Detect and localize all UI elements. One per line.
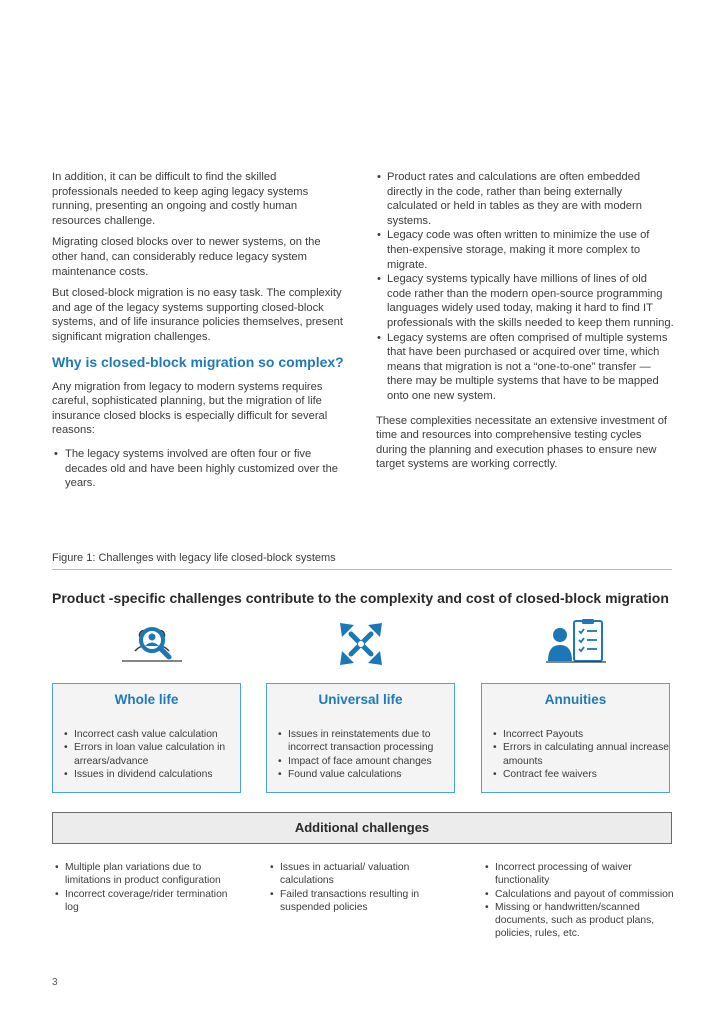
list-item: • Legacy systems are often comprised of multiple systems that have been purchased or acquired over time, which means that migration is not a “one-to-one” transfer — there may be multiple systems that have to be mapped onto one new system. [376, 331, 674, 404]
list-item: • Found value calculations [277, 768, 454, 781]
list-item: • Incorrect Payouts [492, 728, 669, 741]
list-item: • Incorrect cash value calculation [63, 728, 240, 741]
section-heading: Why is closed-block migration so complex? [52, 353, 344, 370]
caption-divider [52, 569, 672, 570]
list-item: • Product rates and calculations are often embedded directly in the code, rather than being externally calculated or held in tables as they are with modern systems. [376, 170, 674, 228]
expand-arrows-icon [338, 621, 384, 667]
list-item: • Issues in reinstatements due to incorrect transaction processing [277, 728, 454, 755]
list-item: • Missing or handwritten/scanned documents, such as product plans, policies, rules, etc. [484, 901, 674, 941]
paragraph: Migrating closed blocks over to newer systems, on the other hand, can considerably reduce legacy system maintenance costs. [52, 236, 321, 278]
figure-caption: Figure 1: Challenges with legacy life closed-block systems [52, 552, 336, 564]
list-item: • Legacy code was often written to minimize the use of then-expensive storage, making it more complex to migrate. [376, 228, 674, 272]
additional-list [54, 861, 244, 914]
list-item: • Legacy systems typically have millions of lines of old code rather than the modern open-source programming languages widely used today, making it hard to find IT professionals with the skills needed to keep them running. [376, 272, 674, 330]
left-column [52, 170, 344, 491]
additional-list [484, 861, 674, 941]
card-universal-life [266, 683, 455, 793]
card-list [482, 728, 669, 781]
card-title: Whole life [114, 692, 179, 707]
list-item: • Failed transactions resulting in suspended policies [269, 888, 459, 915]
bullet-list [52, 447, 344, 491]
card-title: Universal life [318, 692, 403, 707]
list-item: • Contract fee waivers [492, 768, 669, 781]
paragraph: But closed-block migration is no easy task. The complexity and age of the legacy systems supporting closed-block systems, and of life insurance policies themselves, present significant migration challenges. [52, 287, 344, 343]
card-annuities [481, 683, 670, 793]
bullet-list [376, 170, 674, 404]
paragraph: In addition, it can be difficult to find the skilled professionals needed to keep aging legacy systems running, presenting an ongoing and costly human resources challenge. [52, 171, 309, 227]
list-item: • Issues in actuarial/ valuation calculations [269, 861, 459, 888]
list-item: • Incorrect processing of waiver functionality [484, 861, 674, 888]
additional-list [269, 861, 459, 914]
magnifier-person-icon [120, 621, 184, 669]
list-item: • The legacy systems involved are often four or five decades old and have been highly customized over the years. [52, 447, 344, 491]
card-whole-life [52, 683, 241, 793]
paragraph: These complexities necessitate an extensive investment of time and resources into comprehensive testing cycles during the planning and execution phases to ensure new target systems are working correctly. [376, 414, 668, 471]
additional-challenges-header: Additional challenges [52, 812, 672, 844]
list-item: • Incorrect coverage/rider termination log [54, 888, 244, 915]
card-list [267, 728, 454, 781]
figure-title: Product -specific challenges contribute to the complexity and cost of closed-block migration [52, 590, 669, 606]
page-number: 3 [52, 977, 58, 988]
list-item: • Impact of face amount changes [277, 755, 454, 768]
list-item: • Errors in calculating annual increase amounts [492, 741, 669, 768]
list-item: • Multiple plan variations due to limitations in product configuration [54, 861, 244, 888]
list-item: • Issues in dividend calculations [63, 768, 240, 781]
card-list [53, 728, 240, 781]
card-title: Annuities [544, 692, 607, 707]
person-checklist-icon [546, 619, 606, 665]
paragraph: Any migration from legacy to modern systems requires careful, sophisticated planning, but the migration of life insurance closed blocks is especially difficult for several reasons: [52, 380, 328, 437]
list-item: • Errors in loan value calculation in arrears/advance [63, 741, 240, 768]
right-column [376, 170, 674, 479]
list-item: • Calculations and payout of commission [484, 888, 674, 901]
